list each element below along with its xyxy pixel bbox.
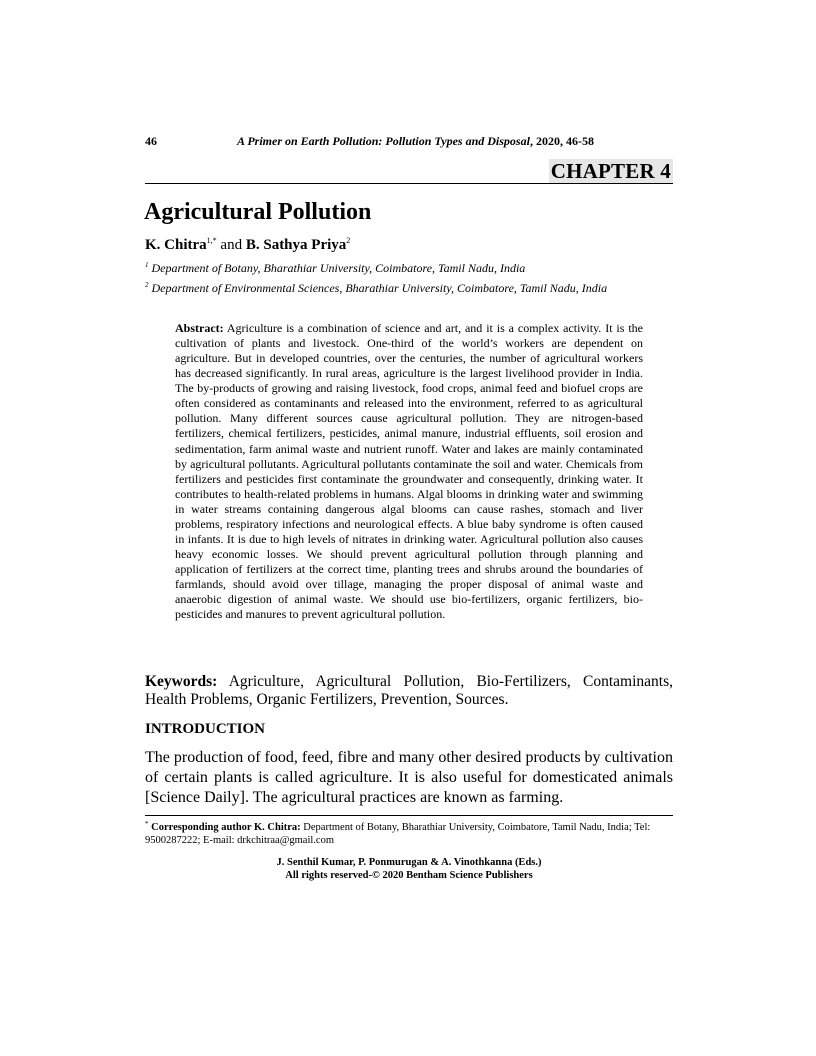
footnote — [145, 821, 673, 847]
author-line — [145, 236, 350, 254]
paper-title: Agricultural Pollution — [144, 199, 372, 225]
author-superscript: 1,* — [206, 236, 217, 245]
journal-citation — [237, 134, 594, 148]
journal-info: , 2020, 46-58 — [529, 134, 594, 148]
keywords-text: Agriculture, Agricultural Pollution, Bio-Fertilizers, Contaminants, Health Problems, Organic Fertilizers, Prevention, Sources. — [145, 673, 673, 708]
copyright-line: All rights reserved-© 2020 Bentham Science Publishers — [285, 870, 533, 881]
footnote-divider — [145, 815, 673, 816]
abstract-text: Agriculture is a combination of science and art, and it is a complex activity. It is the cultivation of plants and livestock. One-third of the world’s workers are dependent on agriculture. But in developed countries, over the centuries, the number of agricultural workers has decreased significantly. In rural areas, agriculture is the largest livelihood provider in India. The by-products of growing and raising livestock, food crops, animal feed and biofuel crops are often considered as contaminants and released into the environment, referred to as agricultural pollution. Many different sources cause agricultural pollution. They are nitrogen-based fertilizers, chemical fertilizers, pesticides, animal manure, industrial effluents, soil erosion and sedimentation, farm animal waste and nutrient runoff. Water and lakes are mainly contaminated by agricultural pollutants. Agricultural pollutants contaminate the soil and water. Chemicals from fertilizers and pesticides first contaminate the groundwater and consequently, drinking water. It contributes to health-related problems in humans. Algal blooms in drinking water and swimming in water streams containing dangerous algal blooms can cause rashes, stomach and liver problems, respiratory infections and neurological effects. A blue baby syndrome is often caused in infants. It is due to high levels of nitrates in drinking water. Agricultural pollution also causes heavy economic losses. We should prevent agricultural pollution through planning and application of fertilizers at the correct time, planting trees and shrubs around the boundaries of farmlands, should avoid over tillage, managing the proper disposal of animal waste and anaerobic digestion of animal waste. We should use bio-fertilizers, organic fertilizers, bio-pesticides and manures to prevent agricultural pollution. — [175, 321, 643, 622]
affiliation-number: 1 — [145, 261, 149, 269]
author-superscript: 2 — [346, 236, 351, 245]
footnote-text: Department of Botany, Bharathiar University, Coimbatore, Tamil Nadu, India; Tel: 9500287222; E-mail: drkchitraa@gmail.com — [145, 822, 651, 846]
footnote-label: Corresponding author K. Chitra: — [148, 822, 301, 833]
author-conjunction: and — [216, 237, 246, 253]
keywords-label: Keywords: — [145, 673, 218, 690]
journal-title: A Primer on Earth Pollution: Pollution Types and Disposal — [237, 134, 530, 148]
header-divider — [145, 183, 673, 184]
affiliation — [145, 261, 525, 275]
chapter-label: CHAPTER 4 — [550, 159, 671, 183]
keywords — [145, 673, 673, 709]
author-name: B. Sathya Priya — [245, 237, 347, 253]
affiliation-text: Department of Environmental Sciences, Bharathiar University, Coimbatore, Tamil Nadu, India — [151, 281, 608, 295]
editors-line: J. Senthil Kumar, P. Ponmurugan & A. Vinothkanna (Eds.) — [276, 857, 542, 868]
page-number: 46 — [145, 134, 157, 148]
affiliation-text: Department of Botany, Bharathiar University, Coimbatore, Tamil Nadu, India — [151, 261, 526, 275]
affiliation-number: 2 — [145, 281, 149, 289]
introduction-paragraph: The production of food, feed, fibre and many other desired products by cultivation of certain plants is called agriculture. It is also useful for domesticated animals [Science Daily]. The agricultural practices are known as farming. — [145, 749, 673, 806]
editors-block — [145, 856, 673, 882]
footnote-marker: * — [145, 820, 149, 828]
author-name: K. Chitra — [145, 237, 207, 253]
section-heading: INTRODUCTION — [145, 721, 266, 737]
affiliation — [145, 281, 607, 295]
abstract-label: Abstract: — [175, 321, 224, 335]
abstract — [175, 321, 643, 622]
